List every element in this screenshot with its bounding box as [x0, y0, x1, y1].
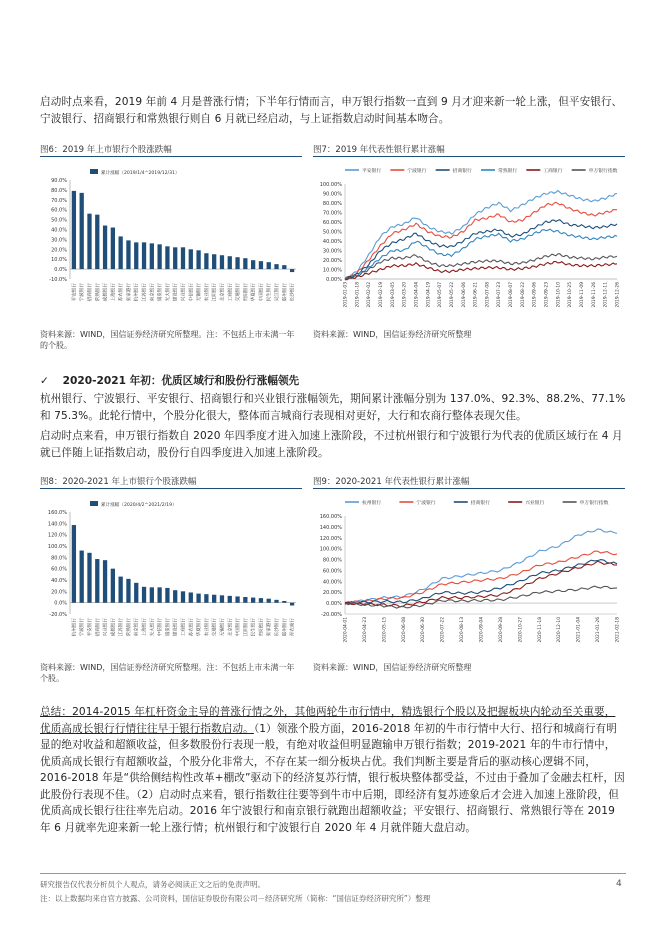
fig6-legend-label: 累计涨幅（2019/1/4^2019/12/31） [101, 171, 180, 176]
fig6-xtick: 工商银行 [228, 283, 234, 302]
fig8-bar [274, 600, 278, 603]
fig6-ytick: 60.0% [51, 207, 67, 214]
fig8-bar [189, 592, 193, 602]
fig6-bar [235, 257, 239, 269]
fig9-svg [313, 492, 625, 660]
fig8-xtick: 兴业银行 [103, 618, 109, 637]
fig8-ytick: 160.0% [47, 510, 67, 516]
fig8-xtick: 苏农银行 [189, 618, 195, 637]
fig6-bar [243, 258, 247, 269]
fig9-ytick: 40.00% [322, 579, 342, 586]
fig8-ytick: 40.0% [51, 578, 67, 584]
fig6-xtick: 民生银行 [267, 283, 273, 302]
fig9-xtick: 2020-11-18 [537, 617, 543, 643]
fig8-xtick: 建设银行 [173, 618, 179, 637]
fig8-xtick: 浦发银行 [165, 618, 171, 637]
fig6-title-rule [40, 156, 302, 157]
fig6-bar [189, 249, 193, 269]
fig6-xtick: 浦发银行 [158, 283, 164, 302]
summary-rest: （1）领涨个股方面，2016-2018 年初的牛市行情中大行、招行和城商行有明显的绝对收益和超额收益，但多数股份行表现一般，有绝对收益但明显跑输申万银行指数；2019-2021 年的牛市行情中，优质高成长银行有超额收益，个股分化非常大，不存在某一细分板块占优。我们判断主要是背后的驱动核心逻辑不同，2016-2018 年是“供给侧结构性改革+棚改”驱动下的经济复苏行情，银行板块整体都受益，不过由于叠加了金融去杠杆，因此股份行表现不佳。（2）启动时点来看，银行指数往往要等到牛市中后期，即经济有复苏迹象后才会进入加速上涨阶段，但优质高成长银行往往率先启动。2016 年宁波银行和南京银行就跑出超额收益；平安银行、招商银行、常熟银行等在 2019 年 6 月就率先迎来新一轮上涨行情；杭州银行和宁波银行自 2020 年 4 月就伴随大盘启动。 [40, 722, 625, 834]
fig8-xtick: 成都银行 [111, 618, 117, 637]
fig9-ytick: 120.00% [319, 535, 342, 542]
footer-note: 注：以上数据均来自官方披露、公司资料，国信证券股份有限公司－经济研究所（简称：“国信证券经济研究所”）整理 [40, 894, 431, 903]
fig8-bar [267, 599, 271, 603]
fig8-legend-label: 累计涨幅（2020/4/2^2021/2/19） [101, 503, 177, 508]
fig6-bar [282, 265, 286, 269]
fig8-bar [259, 598, 263, 603]
fig6-bar [111, 228, 115, 270]
fig7-ytick: 70.00% [322, 210, 342, 217]
fig6-ytick: 40.0% [51, 227, 67, 234]
fig7-xtick: 2019-07-23 [497, 282, 503, 308]
fig6-ytick: 0.0% [54, 267, 67, 274]
fig6-bar [220, 255, 224, 269]
fig6-bar [87, 214, 91, 269]
fig6-ytick: 80.0% [51, 187, 67, 194]
fig7-xtick: 2019-09-23 [544, 282, 550, 308]
fig7-xtick: 2019-12-11 [603, 282, 609, 308]
fig9-legend-label: 兴业银行 [525, 501, 545, 506]
fig8-xtick: 江阴银行 [243, 618, 249, 637]
fig7-ytick: 10.00% [322, 267, 342, 274]
fig6-xtick: 成都银行 [103, 283, 109, 302]
fig9-xtick: 2020-04-23 [362, 617, 368, 643]
fig6-source: 资料来源：WIND，国信证券经济研究所整理。注：不包括上市未满一年的个股。 [40, 330, 295, 350]
fig8-xtick: 农业银行 [204, 618, 210, 637]
footer-disclaimer: 研究报告仅代表分析员个人观点，请务必阅读正文之后的免责声明。 [40, 880, 265, 889]
fig6-bar [126, 240, 130, 269]
fig9-ytick: -20.00% [321, 612, 342, 618]
fig7-series-line [345, 220, 617, 280]
fig6-ytick: -10.0% [49, 277, 67, 283]
fig8-ytick: 60.0% [51, 566, 67, 573]
fig9-ytick: 100.00% [319, 546, 342, 553]
fig6-xtick: 招商银行 [87, 283, 93, 302]
intro-paragraph: 启动时点来看，2019 年前 4 月是普涨行情；下半年行情而言，申万银行指数一直到 9 月才迎来新一轮上涨，但平安银行、宁波银行、招商银行和常熟银行则自 6 月就已经启动，与上证指数启动时间基本吻合。 [40, 96, 623, 125]
fig9-ytick: 20.00% [322, 590, 342, 597]
fig6-xtick: 农业银行 [204, 283, 210, 302]
fig8-xtick: 长沙银行 [275, 618, 281, 637]
fig6-xtick: 常熟银行 [95, 283, 101, 302]
fig6-bar [212, 254, 216, 269]
fig7-xtick: 2019-04-19 [426, 282, 432, 308]
fig7-xtick: 2019-03-20 [402, 282, 408, 308]
fig8-xtick: 北京银行 [228, 618, 234, 637]
fig6-xtick: 江阴银行 [212, 283, 218, 302]
fig9-title: 图9：2020-2021 年代表性银行累计涨幅 [313, 477, 470, 487]
fig8-xtick: 平安银行 [87, 618, 93, 637]
fig8-xtick: 常熟银行 [126, 618, 132, 637]
fig7-legend-label: 工商银行 [543, 169, 563, 174]
fig8-xtick: 江苏银行 [119, 618, 125, 637]
fig6-ytick: 90.0% [51, 178, 67, 184]
fig6-title: 图6：2019 年上市银行个股涨跌幅 [40, 145, 172, 155]
fig8-ytick: -20.0% [49, 612, 67, 618]
fig8-xtick: 交通银行 [212, 618, 218, 637]
fig8-bar [111, 569, 115, 603]
fig7-xtick: 2019-06-06 [461, 282, 467, 308]
fig8-bar [228, 596, 232, 603]
fig7-ytick: 90.00% [322, 191, 342, 198]
section-heading-text: 2020-2021 年初：优质区域行和股份行涨幅领先 [62, 375, 300, 387]
fig8-bar [150, 587, 154, 602]
fig9-xtick: 2020-04-01 [343, 617, 349, 643]
fig6-xtick: 张家港行 [126, 283, 132, 302]
fig7-xtick: 2019-02-19 [378, 282, 384, 308]
fig7-series-line [345, 229, 617, 279]
fig8-bar [157, 587, 161, 602]
fig6-svg [40, 160, 302, 325]
fig8-bar [165, 588, 169, 603]
fig8-ytick: 100.0% [47, 544, 67, 550]
fig7-legend-label: 宁波银行 [407, 169, 427, 174]
fig9-title-rule [313, 488, 625, 489]
fig6-bar [173, 247, 177, 269]
fig9-xtick: 2021-01-26 [596, 617, 602, 643]
fig8-ytick: 20.0% [51, 589, 67, 596]
fig6-xtick: 南京银行 [150, 283, 156, 302]
fig7-xtick: 2019-05-07 [438, 282, 444, 308]
fig8-title-rule [40, 488, 302, 489]
fig8-ytick: 0.0% [54, 600, 67, 607]
fig8-bar [72, 525, 76, 603]
fig6-xtick: 建设银行 [173, 283, 179, 302]
fig8-xtick: 中国银行 [236, 618, 242, 637]
fig7-xtick: 2019-08-22 [520, 282, 526, 308]
fig8-bar [142, 587, 146, 603]
fig6-xtick: 中信银行 [189, 283, 195, 302]
fig8-bar [220, 595, 224, 602]
footer-rule [40, 873, 626, 874]
fig7-xtick: 2019-10-10 [556, 282, 562, 308]
fig8-bar [119, 577, 123, 603]
fig6-ytick: 10.0% [51, 257, 67, 264]
fig6-bar [181, 247, 185, 269]
fig7-ytick: 50.00% [322, 229, 342, 236]
fig7-ytick: 80.00% [322, 201, 342, 207]
fig9-ytick: 140.00% [319, 524, 342, 531]
fig9-ytick: 60.00% [322, 568, 342, 575]
fig8-bar [235, 596, 239, 602]
fig8-bar [134, 583, 138, 603]
summary-paragraph [40, 704, 626, 836]
fig9-legend-label: 申万银行指数 [579, 501, 609, 506]
fig8-bar [290, 603, 294, 606]
fig6-ytick: 20.0% [51, 247, 67, 254]
fig7-ytick: 100.00% [319, 182, 342, 188]
fig6-chart [40, 160, 302, 325]
fig6-bar [259, 261, 263, 269]
paragraph-2: 杭州银行、宁波银行、平安银行、招商银行和兴业银行涨幅领先，期间累计涨幅分别为 137.0%、92.3%、88.2%、77.1% 和 75.3%。此轮行情中，个股分化很大，整体而言城商行表现相对更好，大行和农商行整体表现欠佳。 [40, 393, 626, 422]
fig8-xtick: 宁波银行 [80, 618, 86, 637]
fig9-xtick: 2020-09-28 [498, 617, 504, 643]
fig6-bar [134, 242, 138, 269]
fig9-xtick: 2020-09-04 [479, 617, 485, 643]
fig8-xtick: 中信银行 [158, 618, 164, 637]
fig8-svg [40, 492, 302, 660]
fig6-bar [267, 262, 271, 269]
fig7-xtick: 2019-07-08 [485, 282, 491, 308]
fig9-xtick: 2020-06-08 [401, 617, 407, 643]
fig6-xtick: 上海银行 [111, 283, 117, 302]
fig8-ytick: 120.0% [47, 532, 67, 539]
fig8-xtick: 南京银行 [134, 618, 140, 637]
fig7-legend-label: 招商银行 [452, 169, 472, 174]
fig8-source: 资料来源：WIND，国信证券经济研究所整理。注：不包括上市未满一年个股。 [40, 663, 295, 683]
fig6-bar [228, 256, 232, 269]
fig8-bar [196, 594, 200, 603]
fig9-xtick: 2020-10-27 [518, 617, 524, 643]
fig6-ytick: 50.0% [51, 217, 67, 224]
fig8-xtick: 工商银行 [181, 618, 187, 637]
fig8-xtick: 青农商行 [290, 618, 296, 637]
fig9-xtick: 2020-05-15 [382, 617, 388, 643]
fig8-title: 图8：2020-2021 年上市银行个股涨跌幅 [40, 477, 197, 487]
fig8-xtick: 杭州银行 [72, 618, 78, 637]
fig8-bar [103, 560, 107, 603]
fig6-bar [196, 250, 200, 269]
fig9-xtick: 2020-06-30 [421, 617, 427, 643]
fig7-svg [313, 160, 625, 325]
fig6-legend-swatch [90, 169, 98, 174]
fig9-xtick: 2021-01-04 [576, 617, 582, 643]
fig6-bar [251, 260, 255, 269]
fig9-ytick: 160.00% [319, 514, 342, 520]
fig6-xtick: 光大银行 [165, 283, 171, 302]
fig9-xtick: 2020-07-22 [440, 617, 446, 643]
fig8-bar [212, 595, 216, 603]
fig7-xtick: 2019-10-25 [568, 282, 574, 308]
fig6-xtick: 杭州银行 [134, 283, 140, 302]
fig8-ytick: 80.0% [51, 555, 67, 562]
fig8-bar [243, 597, 247, 603]
fig8-bar [87, 553, 91, 603]
fig8-bar [251, 598, 255, 603]
fig7-source: 资料来源：WIND，国信证券经济研究所整理 [313, 330, 472, 339]
fig8-ytick: 140.0% [47, 521, 67, 528]
fig7-legend-label: 申万银行指数 [588, 169, 618, 174]
fig6-xtick: 交通银行 [236, 283, 242, 302]
fig6-bar [80, 193, 84, 269]
fig6-xtick: 中国银行 [259, 283, 265, 302]
fig6-xtick: 华夏银行 [251, 283, 257, 302]
fig8-xtick: 光大银行 [150, 618, 156, 637]
section-heading [40, 373, 299, 388]
fig7-chart [313, 160, 625, 325]
fig7-ytick: 60.00% [322, 220, 342, 226]
fig6-bar [157, 244, 161, 269]
fig8-bar [126, 579, 130, 603]
fig8-bar [173, 590, 177, 602]
summary-underlined: 总结：2014-2015 年杠杆资金主导的普涨行情之外，其他两轮牛市行情中，精选银行个股以及把握板块内轮动至关重要，优质高成长银行行情往往早于银行指数启动。 [40, 706, 616, 735]
fig7-xtick: 2019-11-26 [591, 282, 597, 308]
fig6-bar [72, 191, 76, 269]
fig6-bar [142, 242, 146, 269]
fig6-ytick: 70.0% [51, 197, 67, 204]
fig8-bar [204, 594, 208, 603]
fig8-legend-swatch [90, 501, 98, 506]
fig8-xtick: 贵阳银行 [259, 618, 265, 637]
fig7-ytick: 30.00% [322, 248, 342, 255]
fig9-xtick: 2021-02-18 [615, 617, 621, 643]
fig6-xtick: 吴江银行 [275, 283, 281, 302]
fig7-title: 图7：2019 年代表性银行累计涨幅 [313, 145, 445, 155]
fig8-chart [40, 492, 302, 660]
fig6-xtick: 长沙银行 [290, 283, 296, 302]
fig9-chart [313, 492, 625, 660]
fig7-xtick: 2019-06-21 [473, 282, 479, 308]
fig7-ytick: 20.00% [322, 258, 342, 264]
fig9-legend-label: 杭州银行 [362, 501, 382, 506]
fig9-ytick: 80.00% [322, 557, 342, 564]
fig7-legend-label: 平安银行 [362, 169, 382, 174]
fig8-xtick: 无锡银行 [220, 618, 226, 637]
fig7-xtick: 2019-04-04 [414, 282, 420, 308]
fig7-xtick: 2019-03-05 [390, 282, 396, 308]
fig6-xtick: 宁波银行 [80, 283, 86, 302]
fig6-bar [204, 253, 208, 269]
fig6-xtick: 北京银行 [220, 283, 226, 302]
fig6-xtick: 苏农银行 [119, 283, 125, 302]
fig7-legend-label: 常熟银行 [498, 169, 518, 174]
paragraph-3: 启动时点来看，申万银行指数自 2020 年四季度才进入加速上涨阶段，不过杭州银行和宁波银行为代表的优质区域行在 4 月就已伴随上证指数启动，股份行自四季度进入加速上涨阶段。 [40, 430, 623, 459]
check-icon: ✓ [40, 375, 49, 387]
fig9-ytick: 0.00% [326, 601, 342, 608]
fig9-legend-label: 招商银行 [470, 501, 491, 506]
fig7-xtick: 2019-05-22 [449, 282, 455, 308]
fig9-xtick: 2020-08-13 [460, 617, 466, 643]
fig8-bar [181, 591, 185, 602]
fig8-bar [95, 559, 99, 603]
page-number: 4 [616, 879, 622, 889]
fig9-legend-label: 宁波银行 [416, 501, 436, 506]
fig8-xtick: 民生银行 [251, 618, 257, 637]
fig6-xtick: 平安银行 [72, 283, 78, 302]
fig6-bar [119, 236, 123, 269]
fig7-xtick: 2019-11-09 [580, 282, 586, 308]
fig9-source: 资料来源：WIND，国信证券经济研究所整理 [313, 663, 472, 672]
fig7-ytick: 0.00% [326, 277, 342, 283]
fig6-xtick: 江苏银行 [142, 283, 148, 302]
fig8-xtick: 郑州银行 [282, 618, 288, 637]
fig6-xtick: 贵阳银行 [243, 283, 249, 302]
fig7-ytick: 40.00% [322, 239, 342, 245]
fig7-xtick: 2019-09-06 [532, 282, 538, 308]
fig8-xtick: 张家港行 [267, 618, 273, 637]
fig6-xtick: 郑州银行 [282, 283, 288, 302]
fig7-xtick: 2019-02-02 [367, 282, 373, 308]
fig6-bar [274, 264, 278, 269]
fig7-xtick: 2019-01-03 [343, 282, 349, 308]
fig6-xtick: 无锡银行 [197, 283, 203, 302]
fig9-xtick: 2020-12-10 [557, 617, 563, 643]
fig6-xtick: 兴业银行 [181, 283, 187, 302]
fig6-bar [95, 215, 99, 269]
fig6-bar [150, 243, 154, 269]
fig7-xtick: 2019-08-07 [509, 282, 515, 308]
fig8-bar [80, 551, 84, 603]
fig8-xtick: 上海银行 [142, 618, 148, 637]
fig6-bar [165, 246, 169, 269]
fig7-title-rule [313, 156, 625, 157]
fig6-bar [290, 269, 294, 272]
fig7-series-line [345, 191, 617, 280]
fig7-series-line [345, 262, 617, 280]
fig6-bar [103, 226, 107, 270]
fig8-xtick: 招商银行 [95, 618, 101, 637]
fig7-xtick: 2019-01-18 [355, 282, 361, 308]
fig6-ytick: 30.0% [51, 237, 67, 244]
fig8-xtick: 华夏银行 [197, 618, 203, 637]
fig7-xtick: 2019-12-26 [615, 282, 621, 308]
fig8-bar [282, 601, 286, 603]
fig9-series-line [345, 551, 617, 603]
